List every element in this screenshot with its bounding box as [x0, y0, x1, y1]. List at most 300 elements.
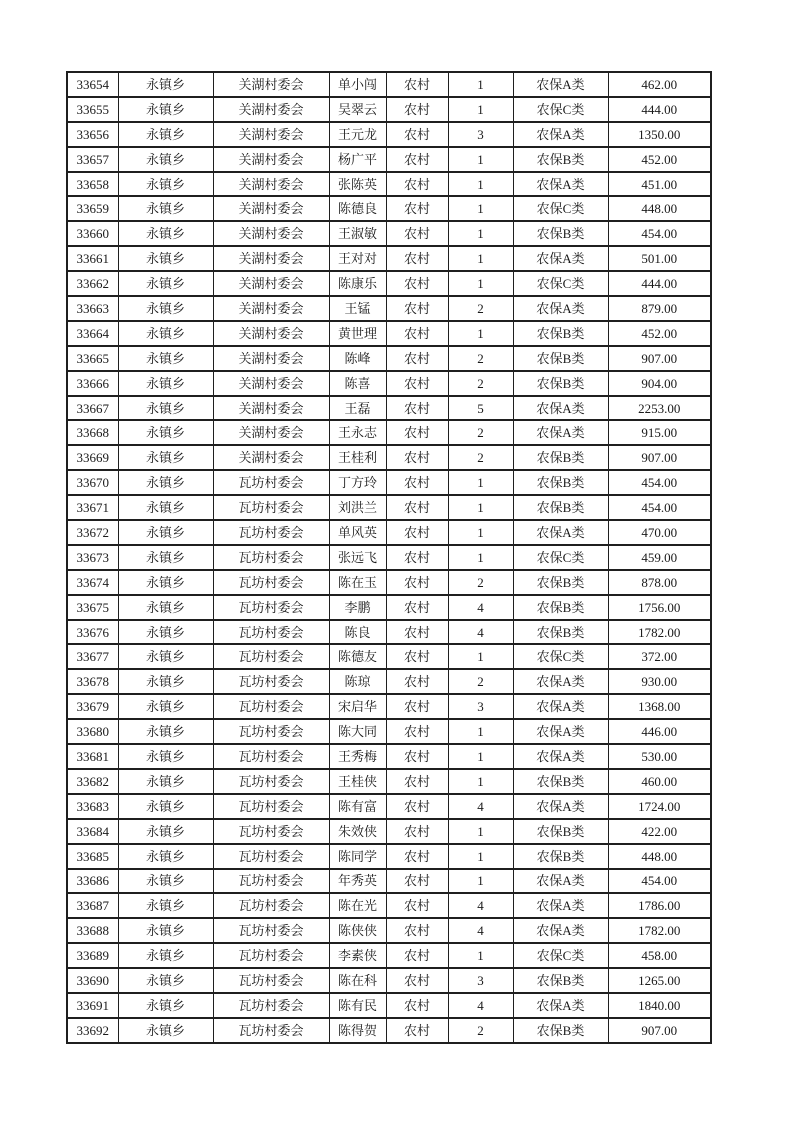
cell-village-committee: 瓦坊村委会: [213, 620, 329, 645]
cell-household-type: 农村: [386, 371, 448, 396]
cell-serial-number: 33681: [67, 744, 118, 769]
table-body: [67, 72, 711, 1043]
cell-household-type: 农村: [386, 296, 448, 321]
cell-person-name: 王桂利: [329, 445, 386, 470]
table-row: [67, 520, 711, 545]
cell-household-type: 农村: [386, 694, 448, 719]
table-row: [67, 246, 711, 271]
cell-serial-number: 33678: [67, 669, 118, 694]
cell-insurance-category: 农保A类: [513, 122, 608, 147]
cell-person-count: 1: [448, 495, 513, 520]
table-row: [67, 570, 711, 595]
table-row: [67, 147, 711, 172]
cell-household-type: 农村: [386, 246, 448, 271]
cell-amount: 458.00: [608, 943, 711, 968]
cell-household-type: 农村: [386, 620, 448, 645]
cell-village-committee: 关湖村委会: [213, 97, 329, 122]
table-row: [67, 495, 711, 520]
cell-household-type: 农村: [386, 396, 448, 421]
cell-person-name: 宋启华: [329, 694, 386, 719]
cell-amount: 460.00: [608, 769, 711, 794]
cell-insurance-category: 农保A类: [513, 794, 608, 819]
cell-person-count: 1: [448, 545, 513, 570]
cell-household-type: 农村: [386, 669, 448, 694]
cell-village-committee: 关湖村委会: [213, 445, 329, 470]
cell-township: 永镇乡: [118, 246, 213, 271]
cell-person-count: 2: [448, 1018, 513, 1043]
table-row: [67, 221, 711, 246]
cell-village-committee: 关湖村委会: [213, 72, 329, 97]
cell-township: 永镇乡: [118, 893, 213, 918]
cell-serial-number: 33661: [67, 246, 118, 271]
cell-person-count: 3: [448, 694, 513, 719]
cell-serial-number: 33684: [67, 819, 118, 844]
cell-amount: 1368.00: [608, 694, 711, 719]
cell-amount: 907.00: [608, 445, 711, 470]
cell-village-committee: 瓦坊村委会: [213, 669, 329, 694]
cell-person-count: 1: [448, 719, 513, 744]
cell-township: 永镇乡: [118, 794, 213, 819]
cell-serial-number: 33686: [67, 869, 118, 894]
cell-township: 永镇乡: [118, 694, 213, 719]
cell-serial-number: 33655: [67, 97, 118, 122]
cell-township: 永镇乡: [118, 545, 213, 570]
cell-person-count: 1: [448, 246, 513, 271]
cell-township: 永镇乡: [118, 669, 213, 694]
cell-amount: 879.00: [608, 296, 711, 321]
cell-village-committee: 关湖村委会: [213, 271, 329, 296]
cell-amount: 454.00: [608, 470, 711, 495]
cell-person-name: 陈同学: [329, 844, 386, 869]
cell-person-name: 吴翠云: [329, 97, 386, 122]
cell-household-type: 农村: [386, 147, 448, 172]
cell-household-type: 农村: [386, 420, 448, 445]
cell-person-count: 4: [448, 893, 513, 918]
cell-amount: 878.00: [608, 570, 711, 595]
cell-person-name: 陈喜: [329, 371, 386, 396]
cell-person-name: 王淑敏: [329, 221, 386, 246]
table-row: [67, 172, 711, 197]
cell-serial-number: 33690: [67, 968, 118, 993]
cell-household-type: 农村: [386, 893, 448, 918]
cell-household-type: 农村: [386, 943, 448, 968]
cell-person-count: 2: [448, 669, 513, 694]
cell-insurance-category: 农保B类: [513, 371, 608, 396]
cell-village-committee: 关湖村委会: [213, 196, 329, 221]
cell-township: 永镇乡: [118, 595, 213, 620]
cell-amount: 444.00: [608, 271, 711, 296]
cell-serial-number: 33680: [67, 719, 118, 744]
cell-person-count: 1: [448, 744, 513, 769]
cell-village-committee: 关湖村委会: [213, 246, 329, 271]
table-row: [67, 869, 711, 894]
cell-insurance-category: 农保A类: [513, 744, 608, 769]
cell-person-count: 2: [448, 346, 513, 371]
cell-serial-number: 33673: [67, 545, 118, 570]
cell-person-name: 丁方玲: [329, 470, 386, 495]
cell-township: 永镇乡: [118, 321, 213, 346]
cell-insurance-category: 农保A类: [513, 520, 608, 545]
cell-insurance-category: 农保B类: [513, 346, 608, 371]
cell-person-name: 陈大同: [329, 719, 386, 744]
table-row: [67, 669, 711, 694]
cell-serial-number: 33667: [67, 396, 118, 421]
cell-village-committee: 瓦坊村委会: [213, 918, 329, 943]
table-row: [67, 271, 711, 296]
cell-person-name: 陈有民: [329, 993, 386, 1018]
cell-insurance-category: 农保C类: [513, 545, 608, 570]
cell-household-type: 农村: [386, 72, 448, 97]
cell-township: 永镇乡: [118, 445, 213, 470]
cell-insurance-category: 农保B类: [513, 1018, 608, 1043]
cell-insurance-category: 农保B类: [513, 147, 608, 172]
cell-township: 永镇乡: [118, 495, 213, 520]
cell-amount: 454.00: [608, 221, 711, 246]
cell-serial-number: 33677: [67, 644, 118, 669]
cell-person-name: 陈良: [329, 620, 386, 645]
cell-village-committee: 瓦坊村委会: [213, 1018, 329, 1043]
cell-person-name: 陈德友: [329, 644, 386, 669]
cell-person-name: 王永志: [329, 420, 386, 445]
cell-village-committee: 瓦坊村委会: [213, 595, 329, 620]
cell-person-name: 陈峰: [329, 346, 386, 371]
cell-person-count: 1: [448, 769, 513, 794]
cell-insurance-category: 农保A类: [513, 918, 608, 943]
cell-serial-number: 33654: [67, 72, 118, 97]
cell-amount: 470.00: [608, 520, 711, 545]
cell-insurance-category: 农保B类: [513, 769, 608, 794]
cell-amount: 501.00: [608, 246, 711, 271]
cell-insurance-category: 农保C类: [513, 943, 608, 968]
cell-insurance-category: 农保B类: [513, 445, 608, 470]
cell-serial-number: 33682: [67, 769, 118, 794]
cell-serial-number: 33679: [67, 694, 118, 719]
cell-serial-number: 33664: [67, 321, 118, 346]
cell-person-name: 李素侠: [329, 943, 386, 968]
cell-person-count: 1: [448, 844, 513, 869]
cell-serial-number: 33692: [67, 1018, 118, 1043]
cell-person-name: 张远飞: [329, 545, 386, 570]
cell-serial-number: 33674: [67, 570, 118, 595]
cell-village-committee: 关湖村委会: [213, 296, 329, 321]
cell-person-name: 陈在玉: [329, 570, 386, 595]
cell-person-count: 2: [448, 570, 513, 595]
table-row: [67, 1018, 711, 1043]
cell-person-name: 陈在光: [329, 893, 386, 918]
cell-amount: 907.00: [608, 346, 711, 371]
cell-person-name: 王对对: [329, 246, 386, 271]
cell-insurance-category: 农保B类: [513, 221, 608, 246]
cell-township: 永镇乡: [118, 172, 213, 197]
cell-person-name: 陈得贺: [329, 1018, 386, 1043]
cell-township: 永镇乡: [118, 570, 213, 595]
cell-serial-number: 33663: [67, 296, 118, 321]
cell-insurance-category: 农保B类: [513, 819, 608, 844]
cell-person-count: 1: [448, 147, 513, 172]
cell-household-type: 农村: [386, 595, 448, 620]
cell-household-type: 农村: [386, 346, 448, 371]
cell-household-type: 农村: [386, 794, 448, 819]
cell-person-count: 3: [448, 122, 513, 147]
cell-amount: 904.00: [608, 371, 711, 396]
cell-household-type: 农村: [386, 545, 448, 570]
cell-insurance-category: 农保B类: [513, 968, 608, 993]
cell-township: 永镇乡: [118, 644, 213, 669]
cell-person-count: 1: [448, 271, 513, 296]
cell-village-committee: 关湖村委会: [213, 122, 329, 147]
cell-insurance-category: 农保A类: [513, 72, 608, 97]
table-row: [67, 769, 711, 794]
cell-person-count: 1: [448, 97, 513, 122]
cell-township: 永镇乡: [118, 819, 213, 844]
cell-amount: 454.00: [608, 869, 711, 894]
cell-household-type: 农村: [386, 719, 448, 744]
table-row: [67, 918, 711, 943]
cell-village-committee: 瓦坊村委会: [213, 844, 329, 869]
cell-village-committee: 瓦坊村委会: [213, 520, 329, 545]
table-row: [67, 321, 711, 346]
cell-serial-number: 33657: [67, 147, 118, 172]
cell-insurance-category: 农保A类: [513, 694, 608, 719]
cell-household-type: 农村: [386, 122, 448, 147]
cell-township: 永镇乡: [118, 620, 213, 645]
cell-amount: 448.00: [608, 196, 711, 221]
cell-household-type: 农村: [386, 495, 448, 520]
cell-insurance-category: 农保B类: [513, 470, 608, 495]
cell-person-count: 1: [448, 321, 513, 346]
cell-township: 永镇乡: [118, 97, 213, 122]
cell-insurance-category: 农保B类: [513, 844, 608, 869]
cell-amount: 530.00: [608, 744, 711, 769]
cell-serial-number: 33662: [67, 271, 118, 296]
cell-amount: 462.00: [608, 72, 711, 97]
cell-insurance-category: 农保A类: [513, 296, 608, 321]
cell-person-name: 王磊: [329, 396, 386, 421]
cell-amount: 930.00: [608, 669, 711, 694]
cell-insurance-category: 农保C类: [513, 196, 608, 221]
cell-person-name: 刘洪兰: [329, 495, 386, 520]
cell-serial-number: 33676: [67, 620, 118, 645]
cell-serial-number: 33688: [67, 918, 118, 943]
cell-township: 永镇乡: [118, 147, 213, 172]
cell-amount: 372.00: [608, 644, 711, 669]
cell-household-type: 农村: [386, 819, 448, 844]
cell-insurance-category: 农保A类: [513, 719, 608, 744]
cell-amount: 1265.00: [608, 968, 711, 993]
cell-insurance-category: 农保A类: [513, 993, 608, 1018]
cell-village-committee: 瓦坊村委会: [213, 570, 329, 595]
cell-person-count: 4: [448, 993, 513, 1018]
cell-serial-number: 33658: [67, 172, 118, 197]
cell-township: 永镇乡: [118, 420, 213, 445]
cell-person-count: 2: [448, 371, 513, 396]
cell-amount: 1724.00: [608, 794, 711, 819]
cell-village-committee: 瓦坊村委会: [213, 644, 329, 669]
table-row: [67, 196, 711, 221]
table-row: [67, 346, 711, 371]
cell-household-type: 农村: [386, 918, 448, 943]
table-row: [67, 396, 711, 421]
cell-person-name: 陈侠侠: [329, 918, 386, 943]
table-row: [67, 296, 711, 321]
cell-insurance-category: 农保C类: [513, 97, 608, 122]
cell-village-committee: 关湖村委会: [213, 221, 329, 246]
cell-person-name: 王桂侠: [329, 769, 386, 794]
cell-insurance-category: 农保A类: [513, 420, 608, 445]
cell-person-count: 1: [448, 943, 513, 968]
cell-township: 永镇乡: [118, 396, 213, 421]
cell-person-count: 1: [448, 221, 513, 246]
cell-person-count: 1: [448, 196, 513, 221]
cell-insurance-category: 农保B类: [513, 495, 608, 520]
cell-serial-number: 33687: [67, 893, 118, 918]
table-row: [67, 893, 711, 918]
table-row: [67, 744, 711, 769]
cell-household-type: 农村: [386, 644, 448, 669]
cell-household-type: 农村: [386, 1018, 448, 1043]
cell-serial-number: 33691: [67, 993, 118, 1018]
cell-person-count: 2: [448, 445, 513, 470]
table-row: [67, 794, 711, 819]
cell-person-name: 李鹏: [329, 595, 386, 620]
cell-amount: 446.00: [608, 719, 711, 744]
table-row: [67, 694, 711, 719]
cell-person-name: 黄世理: [329, 321, 386, 346]
cell-insurance-category: 农保A类: [513, 172, 608, 197]
cell-village-committee: 瓦坊村委会: [213, 819, 329, 844]
cell-insurance-category: 农保A类: [513, 893, 608, 918]
cell-township: 永镇乡: [118, 122, 213, 147]
table-row: [67, 122, 711, 147]
cell-serial-number: 33665: [67, 346, 118, 371]
cell-serial-number: 33660: [67, 221, 118, 246]
cell-village-committee: 瓦坊村委会: [213, 794, 329, 819]
cell-village-committee: 瓦坊村委会: [213, 495, 329, 520]
cell-township: 永镇乡: [118, 869, 213, 894]
cell-amount: 1756.00: [608, 595, 711, 620]
cell-village-committee: 瓦坊村委会: [213, 470, 329, 495]
table-row: [67, 72, 711, 97]
cell-person-count: 4: [448, 794, 513, 819]
cell-person-name: 王锰: [329, 296, 386, 321]
cell-village-committee: 瓦坊村委会: [213, 993, 329, 1018]
cell-village-committee: 关湖村委会: [213, 321, 329, 346]
cell-household-type: 农村: [386, 221, 448, 246]
cell-amount: 451.00: [608, 172, 711, 197]
cell-township: 永镇乡: [118, 520, 213, 545]
cell-household-type: 农村: [386, 769, 448, 794]
cell-township: 永镇乡: [118, 346, 213, 371]
cell-insurance-category: 农保A类: [513, 396, 608, 421]
cell-household-type: 农村: [386, 445, 448, 470]
cell-person-name: 单小闯: [329, 72, 386, 97]
cell-village-committee: 瓦坊村委会: [213, 769, 329, 794]
table-row: [67, 371, 711, 396]
cell-village-committee: 瓦坊村委会: [213, 545, 329, 570]
cell-village-committee: 瓦坊村委会: [213, 719, 329, 744]
cell-person-count: 1: [448, 819, 513, 844]
cell-village-committee: 关湖村委会: [213, 346, 329, 371]
cell-village-committee: 关湖村委会: [213, 371, 329, 396]
cell-serial-number: 33670: [67, 470, 118, 495]
cell-township: 永镇乡: [118, 470, 213, 495]
cell-person-name: 王元龙: [329, 122, 386, 147]
cell-insurance-category: 农保B类: [513, 620, 608, 645]
cell-household-type: 农村: [386, 271, 448, 296]
cell-amount: 1840.00: [608, 993, 711, 1018]
cell-township: 永镇乡: [118, 918, 213, 943]
table-row: [67, 719, 711, 744]
cell-amount: 444.00: [608, 97, 711, 122]
cell-person-count: 1: [448, 72, 513, 97]
cell-person-count: 4: [448, 620, 513, 645]
cell-amount: 452.00: [608, 321, 711, 346]
cell-person-count: 1: [448, 869, 513, 894]
cell-serial-number: 33683: [67, 794, 118, 819]
cell-amount: 1786.00: [608, 893, 711, 918]
cell-township: 永镇乡: [118, 1018, 213, 1043]
cell-household-type: 农村: [386, 993, 448, 1018]
cell-household-type: 农村: [386, 470, 448, 495]
cell-household-type: 农村: [386, 744, 448, 769]
cell-village-committee: 关湖村委会: [213, 420, 329, 445]
cell-insurance-category: 农保A类: [513, 869, 608, 894]
cell-insurance-category: 农保B类: [513, 595, 608, 620]
cell-amount: 452.00: [608, 147, 711, 172]
cell-person-name: 陈有富: [329, 794, 386, 819]
table-row: [67, 644, 711, 669]
cell-village-committee: 瓦坊村委会: [213, 744, 329, 769]
cell-person-name: 杨广平: [329, 147, 386, 172]
cell-village-committee: 关湖村委会: [213, 147, 329, 172]
cell-insurance-category: 农保C类: [513, 271, 608, 296]
pension-roster-table: [66, 71, 712, 1044]
cell-township: 永镇乡: [118, 296, 213, 321]
cell-person-count: 4: [448, 918, 513, 943]
cell-person-count: 5: [448, 396, 513, 421]
table-row: [67, 844, 711, 869]
cell-township: 永镇乡: [118, 993, 213, 1018]
cell-amount: 907.00: [608, 1018, 711, 1043]
cell-village-committee: 瓦坊村委会: [213, 869, 329, 894]
cell-insurance-category: 农保A类: [513, 669, 608, 694]
cell-person-count: 1: [448, 470, 513, 495]
cell-person-name: 陈琼: [329, 669, 386, 694]
cell-township: 永镇乡: [118, 719, 213, 744]
cell-amount: 1350.00: [608, 122, 711, 147]
cell-household-type: 农村: [386, 844, 448, 869]
table-row: [67, 943, 711, 968]
cell-insurance-category: 农保B类: [513, 570, 608, 595]
cell-serial-number: 33672: [67, 520, 118, 545]
cell-amount: 915.00: [608, 420, 711, 445]
cell-person-count: 1: [448, 520, 513, 545]
cell-amount: 448.00: [608, 844, 711, 869]
cell-amount: 2253.00: [608, 396, 711, 421]
table-row: [67, 595, 711, 620]
table-row: [67, 97, 711, 122]
cell-person-count: 4: [448, 595, 513, 620]
cell-person-count: 1: [448, 172, 513, 197]
cell-village-committee: 瓦坊村委会: [213, 694, 329, 719]
cell-township: 永镇乡: [118, 221, 213, 246]
cell-township: 永镇乡: [118, 769, 213, 794]
cell-village-committee: 瓦坊村委会: [213, 968, 329, 993]
cell-township: 永镇乡: [118, 744, 213, 769]
cell-village-committee: 瓦坊村委会: [213, 943, 329, 968]
cell-serial-number: 33668: [67, 420, 118, 445]
cell-person-count: 2: [448, 296, 513, 321]
